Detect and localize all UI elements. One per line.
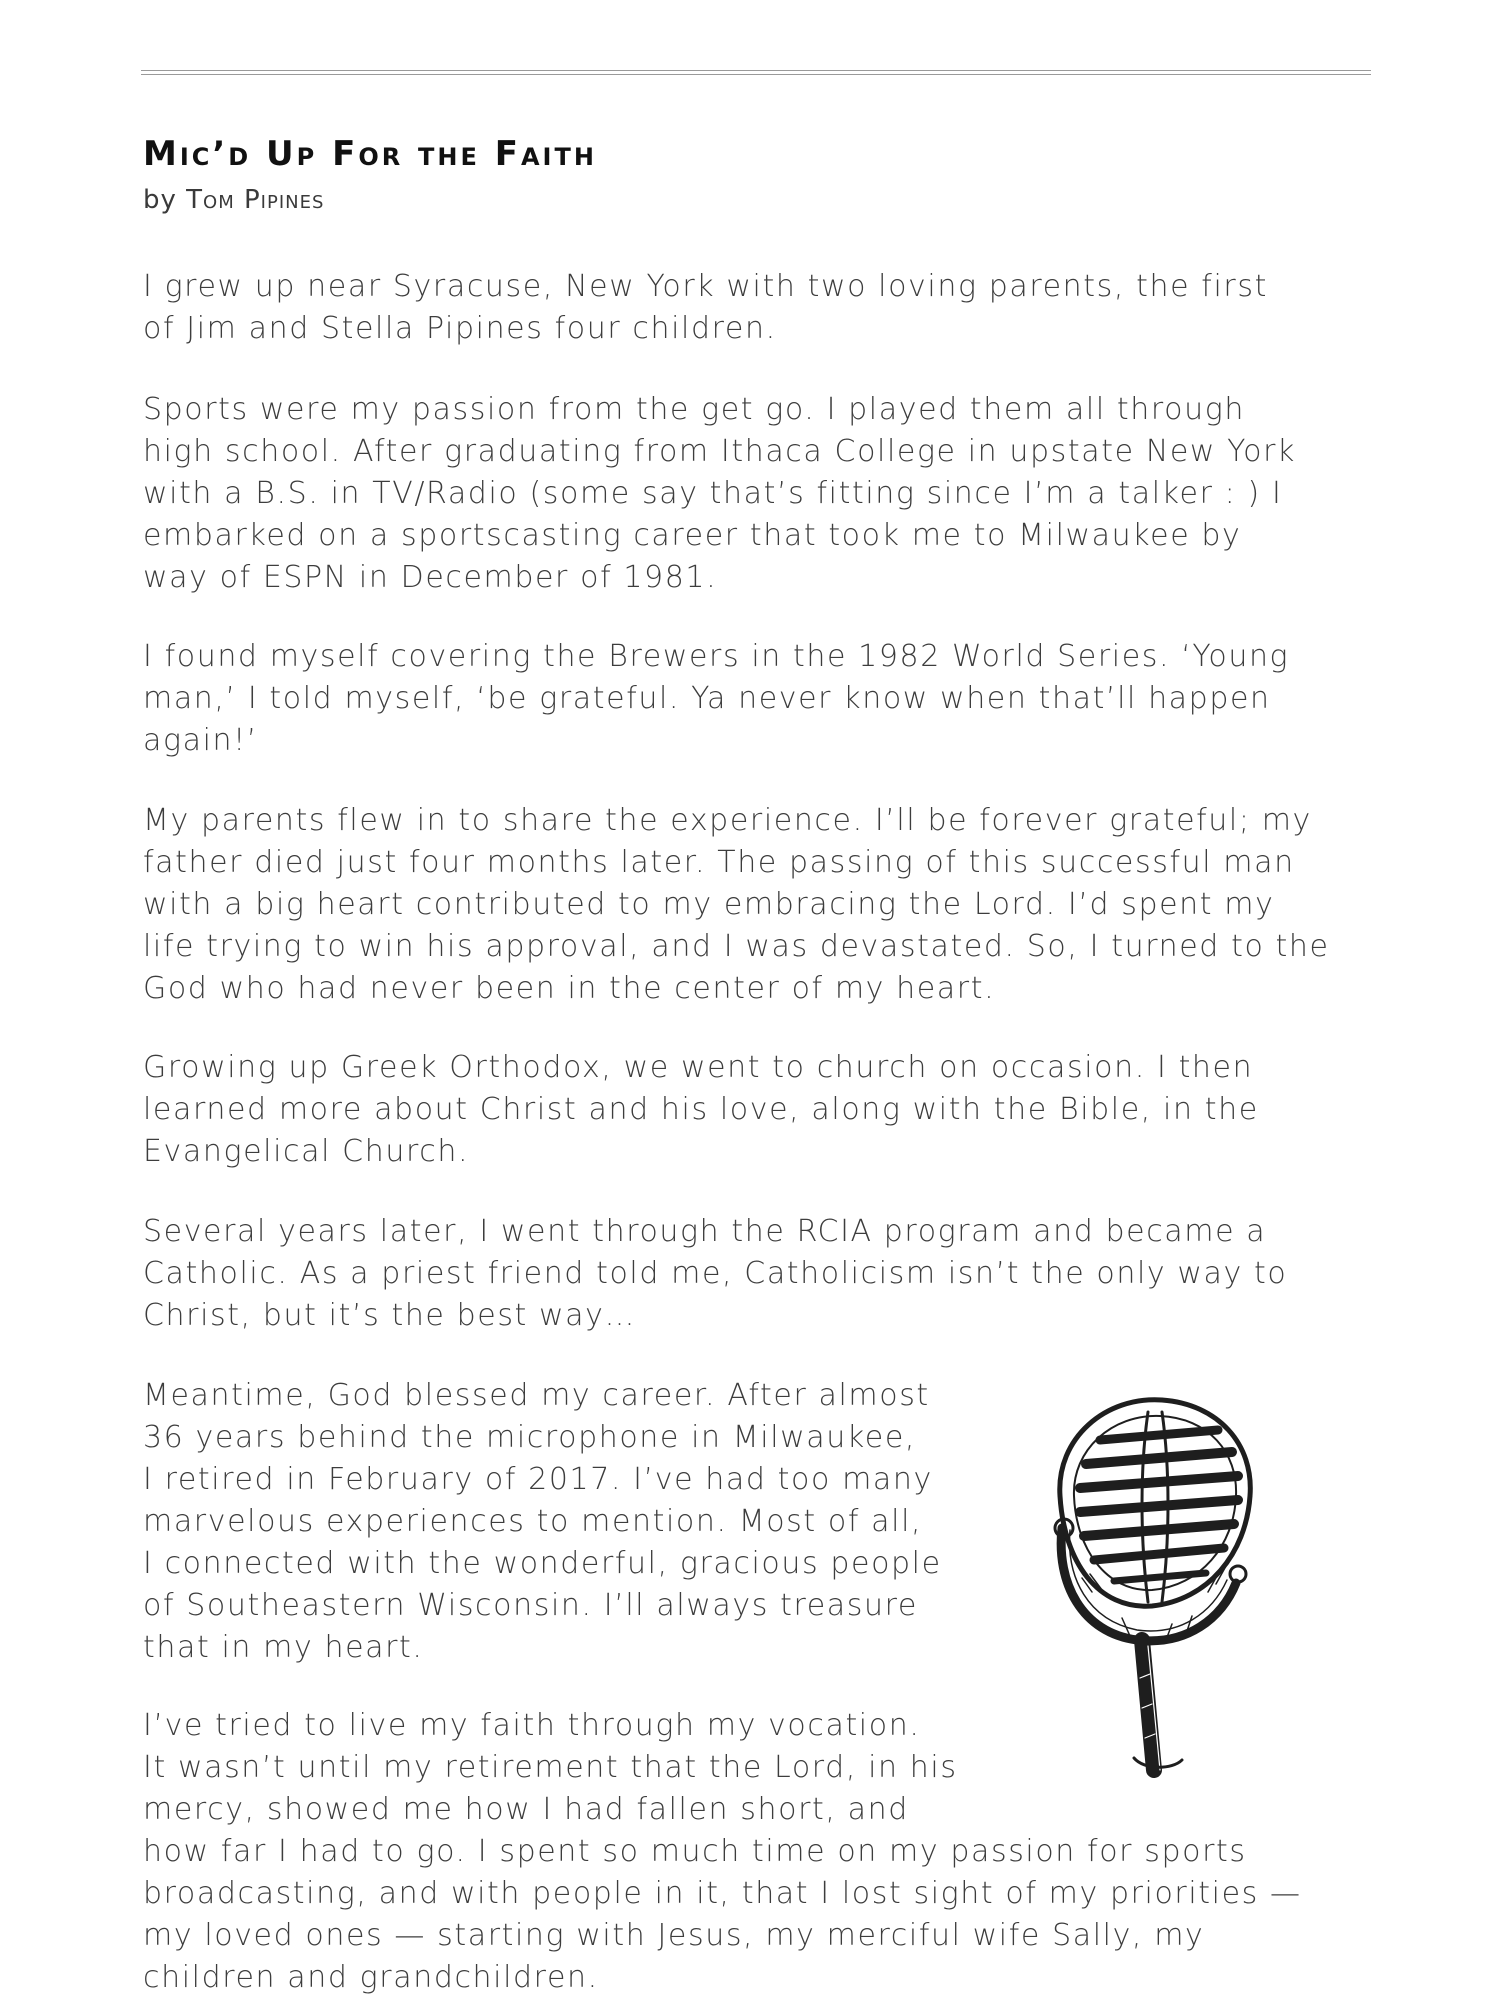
- paragraph: Growing up Greek Orthodox, we went to church on occasion. I then learned more about Christ and his love, along with the Bible, in the Evangelical Church.: [143, 1050, 1259, 1169]
- article-body: [143, 1047, 1373, 1173]
- article-body: [143, 266, 1373, 350]
- paragraph: My parents flew in to share the experience. I’ll be forever grateful; my father died just four months later. The passing of this successful man with a big heart contributed to my embracing the Lord. I’d spent my life trying to win his approval, and I was devastated. So, I turned to the God who had never been in the center of my heart.: [143, 803, 1330, 1006]
- byline-prefix: by: [143, 185, 187, 215]
- article-body: [143, 800, 1373, 1010]
- paragraph: Meantime, God blessed my career. After almost 36 years behind the microphone in Milwaukee, I retired in February of 2017. I’ve had too many marvelous experiences to mention. Most of all, I connected with the wonderful, gracious people of Southeastern Wisconsin. I’ll always treasure that in my heart.: [143, 1378, 942, 1665]
- paragraph: I grew up near Syracuse, New York with two loving parents, the first of Jim and Stella Pipines four children.: [143, 269, 1268, 346]
- paragraph: I’ve tried to live my faith through my vocation. It wasn’t until my retirement that the Lord, in his mercy, showed me how I had fallen short, and how far I had to go. I spent so much time on my passion for sports broadcasting, and with people in it, that I lost sight of my priorities — my loved ones — starting with Jesus, my merciful wife Sally, my children and grandchildren.: [143, 1708, 1302, 1995]
- article-body: [143, 389, 1373, 599]
- byline: [143, 185, 324, 215]
- paragraph: I found myself covering the Brewers in the 1982 World Series. ‘Young man,’ I told myself, ‘be grateful. Ya never know when that’ll happen again!’: [143, 639, 1290, 758]
- article-body: [143, 636, 1373, 762]
- article-body: [143, 1211, 1373, 1337]
- author-name: Tom Pipines: [186, 185, 325, 215]
- paragraph: Sports were my passion from the get go. I played them all through high school. After graduating from Ithaca College in upstate New York with a B.S. in TV/Radio (some say that’s fitting since I’m a talker : ) I embarked on a sportscasting career that took me to Milwaukee by way of ESPN in December of 1981.: [143, 392, 1296, 595]
- article-title: Mic’d Up For the Faith: [143, 134, 597, 174]
- microphone-illustration: [1022, 1378, 1282, 1778]
- paragraph: Several years later, I went through the RCIA program and became a Catholic. As a priest friend told me, Catholicism isn’t the only way to Christ, but it’s the best way…: [143, 1214, 1288, 1333]
- microphone-icon: [1022, 1378, 1282, 1778]
- top-rule: [141, 70, 1371, 75]
